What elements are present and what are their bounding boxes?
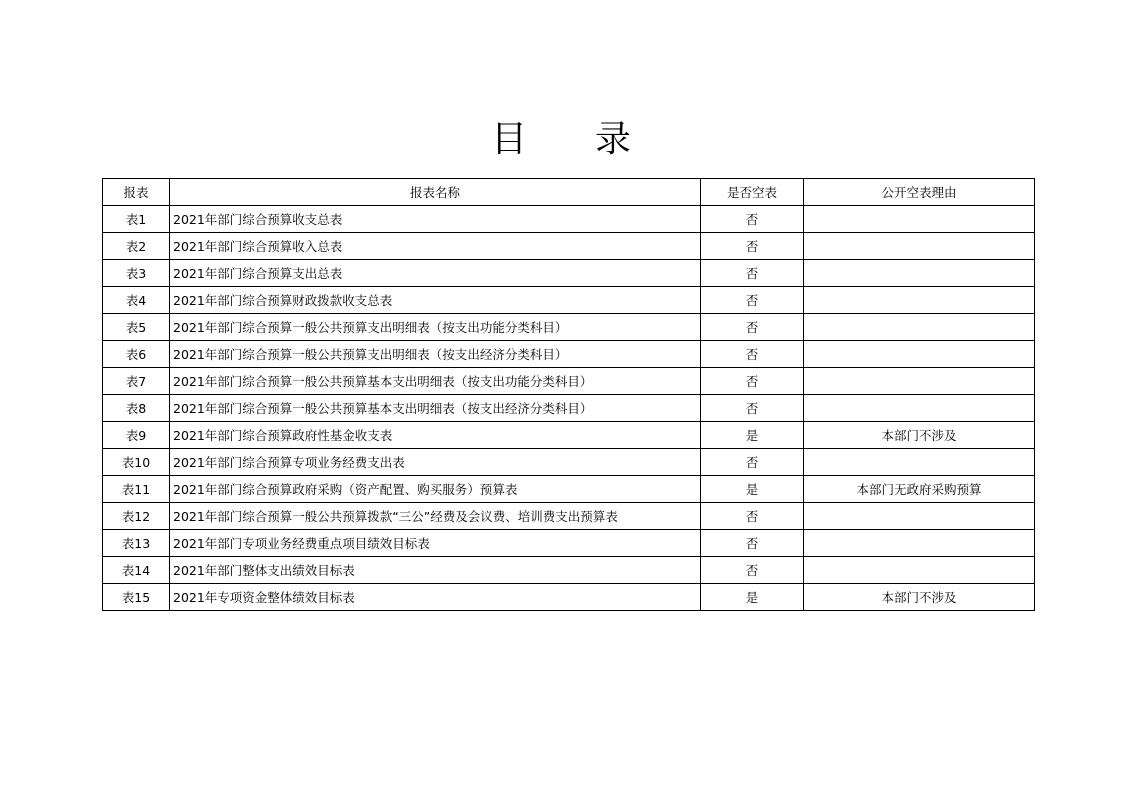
cell-code: 表5	[103, 314, 170, 341]
cell-reason	[804, 287, 1035, 314]
table-row	[103, 233, 1035, 260]
cell-code: 表6	[103, 341, 170, 368]
cell-name: 2021年部门综合预算一般公共预算基本支出明细表（按支出经济分类科目）	[170, 395, 701, 422]
cell-reason	[804, 395, 1035, 422]
cell-reason	[804, 503, 1035, 530]
header-empty: 是否空表	[701, 179, 804, 206]
table-row	[103, 557, 1035, 584]
cell-reason	[804, 368, 1035, 395]
table-row	[103, 449, 1035, 476]
cell-code: 表9	[103, 422, 170, 449]
cell-empty: 否	[701, 395, 804, 422]
header-reason: 公开空表理由	[804, 179, 1035, 206]
cell-reason: 本部门不涉及	[804, 422, 1035, 449]
cell-name: 2021年部门综合预算收支总表	[170, 206, 701, 233]
table-row	[103, 503, 1035, 530]
cell-empty: 是	[701, 422, 804, 449]
cell-name: 2021年部门综合预算一般公共预算拨款“三公”经费及会议费、培训费支出预算表	[170, 503, 701, 530]
cell-reason	[804, 341, 1035, 368]
cell-empty: 否	[701, 341, 804, 368]
cell-code: 表13	[103, 530, 170, 557]
cell-code: 表11	[103, 476, 170, 503]
cell-code: 表15	[103, 584, 170, 611]
cell-empty: 否	[701, 314, 804, 341]
table-row	[103, 395, 1035, 422]
cell-code: 表7	[103, 368, 170, 395]
cell-empty: 否	[701, 449, 804, 476]
table-row	[103, 422, 1035, 449]
cell-name: 2021年部门综合预算财政拨款收支总表	[170, 287, 701, 314]
cell-reason	[804, 260, 1035, 287]
cell-code: 表8	[103, 395, 170, 422]
cell-reason	[804, 449, 1035, 476]
cell-name: 2021年部门综合预算一般公共预算基本支出明细表（按支出功能分类科目）	[170, 368, 701, 395]
cell-empty: 否	[701, 260, 804, 287]
cell-code: 表10	[103, 449, 170, 476]
table-row	[103, 584, 1035, 611]
cell-reason	[804, 314, 1035, 341]
table-row	[103, 287, 1035, 314]
header-code: 报表	[103, 179, 170, 206]
cell-code: 表12	[103, 503, 170, 530]
cell-code: 表4	[103, 287, 170, 314]
cell-reason: 本部门无政府采购预算	[804, 476, 1035, 503]
cell-code: 表14	[103, 557, 170, 584]
cell-name: 2021年专项资金整体绩效目标表	[170, 584, 701, 611]
cell-empty: 否	[701, 287, 804, 314]
table-row	[103, 341, 1035, 368]
catalog-table	[102, 178, 1035, 611]
cell-name: 2021年部门专项业务经费重点项目绩效目标表	[170, 530, 701, 557]
cell-code: 表1	[103, 206, 170, 233]
cell-name: 2021年部门综合预算政府采购（资产配置、购买服务）预算表	[170, 476, 701, 503]
cell-name: 2021年部门综合预算一般公共预算支出明细表（按支出经济分类科目）	[170, 341, 701, 368]
cell-name: 2021年部门综合预算一般公共预算支出明细表（按支出功能分类科目）	[170, 314, 701, 341]
cell-code: 表2	[103, 233, 170, 260]
cell-empty: 否	[701, 206, 804, 233]
cell-name: 2021年部门综合预算政府性基金收支表	[170, 422, 701, 449]
cell-reason	[804, 233, 1035, 260]
table-row	[103, 260, 1035, 287]
header-name: 报表名称	[170, 179, 701, 206]
cell-empty: 否	[701, 233, 804, 260]
cell-name: 2021年部门综合预算收入总表	[170, 233, 701, 260]
cell-name: 2021年部门整体支出绩效目标表	[170, 557, 701, 584]
cell-empty: 否	[701, 530, 804, 557]
cell-code: 表3	[103, 260, 170, 287]
table-row	[103, 368, 1035, 395]
table-row	[103, 314, 1035, 341]
cell-reason	[804, 530, 1035, 557]
cell-reason	[804, 206, 1035, 233]
cell-empty: 是	[701, 584, 804, 611]
cell-empty: 否	[701, 557, 804, 584]
table-header-row	[103, 179, 1035, 206]
cell-empty: 否	[701, 368, 804, 395]
cell-reason: 本部门不涉及	[804, 584, 1035, 611]
cell-reason	[804, 557, 1035, 584]
cell-name: 2021年部门综合预算支出总表	[170, 260, 701, 287]
cell-empty: 否	[701, 503, 804, 530]
page-title: 目录	[490, 119, 699, 160]
table-row	[103, 206, 1035, 233]
cell-empty: 是	[701, 476, 804, 503]
table-row	[103, 476, 1035, 503]
cell-name: 2021年部门综合预算专项业务经费支出表	[170, 449, 701, 476]
table-row	[103, 530, 1035, 557]
